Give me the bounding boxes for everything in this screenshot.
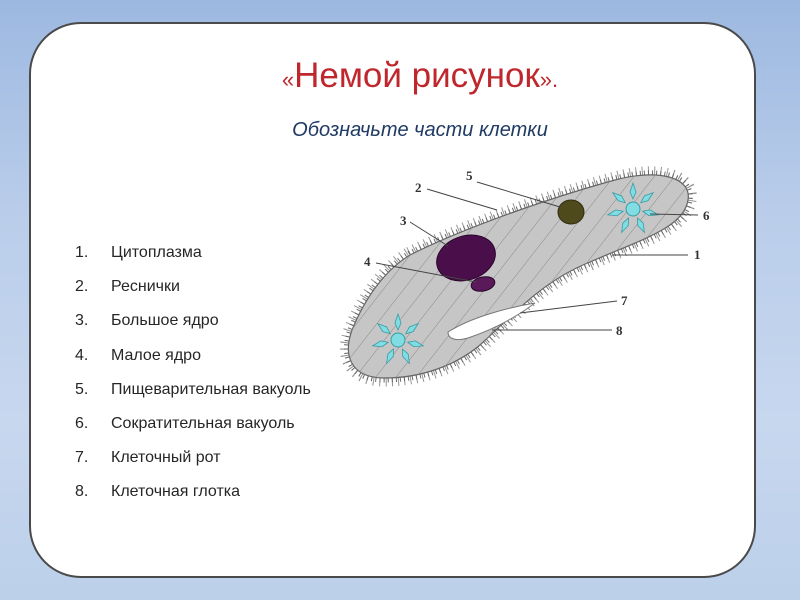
list-item-label: Большое ядро [111, 312, 219, 330]
list-item-number: 6. [75, 414, 89, 432]
leader-line-2 [427, 189, 497, 210]
food-vacuole [558, 200, 584, 224]
callout-5: 5 [466, 168, 473, 183]
title-close-quote: ». [539, 67, 559, 92]
callout-4: 4 [364, 254, 371, 269]
callout-3: 3 [400, 213, 407, 228]
list-item-number: 7. [75, 449, 89, 467]
list-item-label: Реснички [111, 278, 180, 296]
list-item-label: Клеточная глотка [111, 483, 241, 501]
callout-2: 2 [415, 180, 422, 195]
title-text: Немой рисунок [294, 56, 540, 95]
callout-1: 1 [694, 247, 701, 262]
list-item-label: Малое ядро [111, 346, 201, 364]
list-item-label: Цитоплазма [111, 244, 202, 261]
list-item-number: 8. [75, 483, 89, 501]
list-item-label: Сократительная вакуоль [111, 414, 295, 432]
list-item-label: Пищеварительная вакуоль [111, 380, 311, 398]
callout-7: 7 [621, 293, 628, 308]
list-item-number: 1. [75, 244, 89, 261]
callout-6: 6 [703, 208, 710, 223]
list-item-number: 3. [75, 312, 89, 330]
list-item-number: 2. [75, 278, 89, 296]
slide-subtitle: Обозначьте части клетки [292, 119, 548, 141]
leader-line-5 [477, 182, 560, 207]
list-item-number: 5. [75, 380, 89, 398]
leader-line-3 [410, 222, 448, 246]
list-item-label: Клеточный рот [111, 449, 221, 467]
callout-8: 8 [616, 323, 623, 338]
title-open-quote: « [281, 67, 295, 92]
list-item-number: 4. [75, 346, 89, 364]
